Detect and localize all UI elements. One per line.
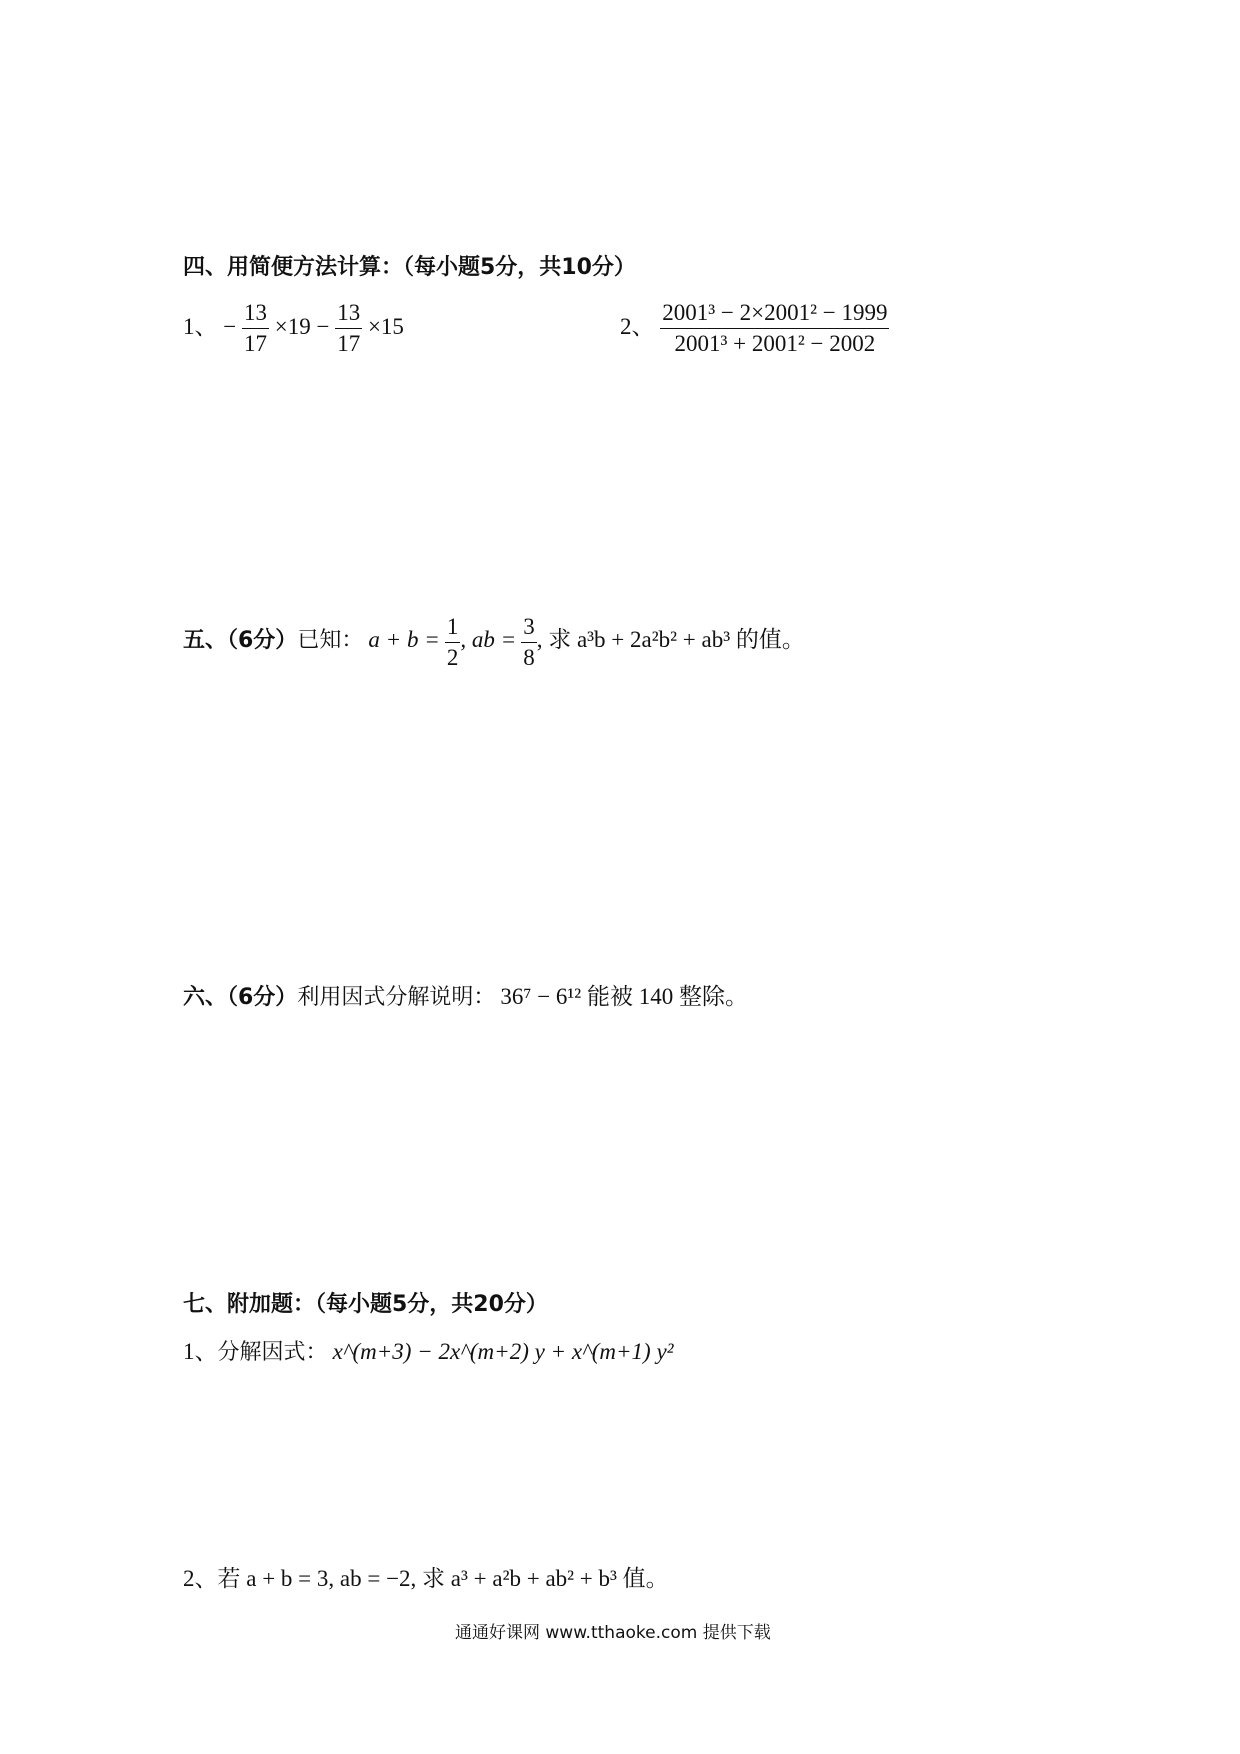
footer: 通通好课网 www.tthaoke.com 提供下载: [455, 1623, 771, 1643]
section7-title: 七、附加题：（每小题5分，共20分）: [183, 1292, 548, 1317]
q1-fraction-2: $\frac{13}{17}$: [337, 300, 361, 356]
section6: [183, 978, 748, 1011]
q1-minus: −: [223, 313, 237, 339]
s7-q1-expr: x^(m+3) − 2x^(m+2) y + x^(m+1) y²: [332, 1339, 674, 1364]
section4-q2: [620, 298, 889, 359]
q1-mid: ×19 −: [274, 313, 330, 339]
section7-q2: [183, 1560, 669, 1593]
q1-number: 1、: [183, 313, 218, 339]
q2-fraction: $\frac{\text{2001³ − 2×2001² − 1999}}{\text{2001³ + 2001² − 2002}}$: [662, 300, 888, 356]
section5-expr-mid: , ab =: [460, 627, 517, 652]
section6-expr: 36⁷ − 6¹² 能被 140 整除。: [500, 984, 748, 1009]
q2-number: 2、: [620, 313, 655, 339]
section5-expr-start: a + b =: [368, 627, 440, 652]
section5-expr-end: , 求 a³b + 2a²b² + ab³ 的值。: [536, 627, 805, 652]
section5: [183, 612, 805, 673]
s7-q1-text: 分解因式：: [217, 1340, 328, 1365]
section5-fraction-1: $\frac{1}{2}$: [446, 614, 459, 670]
s7-q1-number: 1、: [183, 1339, 218, 1364]
section5-label: 五、（6分）: [183, 628, 298, 653]
section4-title: 四、用简便方法计算：（每小题5分，共10分）: [183, 255, 636, 280]
s7-q2-text: 若 a + b = 3, ab = −2, 求 a³ + a²b + ab² + b³ 值。: [217, 1566, 669, 1591]
s7-q2-number: 2、: [183, 1566, 218, 1591]
section7-q1: [183, 1333, 674, 1366]
q1-tail: ×15: [367, 313, 404, 339]
section6-label: 六、（6分）: [183, 985, 298, 1010]
section4-q1: [183, 298, 404, 359]
section5-intro: 已知：: [297, 628, 364, 653]
section6-text: 利用因式分解说明：: [297, 985, 496, 1010]
q1-fraction-1: $\frac{13}{17}$: [243, 300, 267, 356]
section5-fraction-2: $\frac{3}{8}$: [523, 614, 535, 670]
